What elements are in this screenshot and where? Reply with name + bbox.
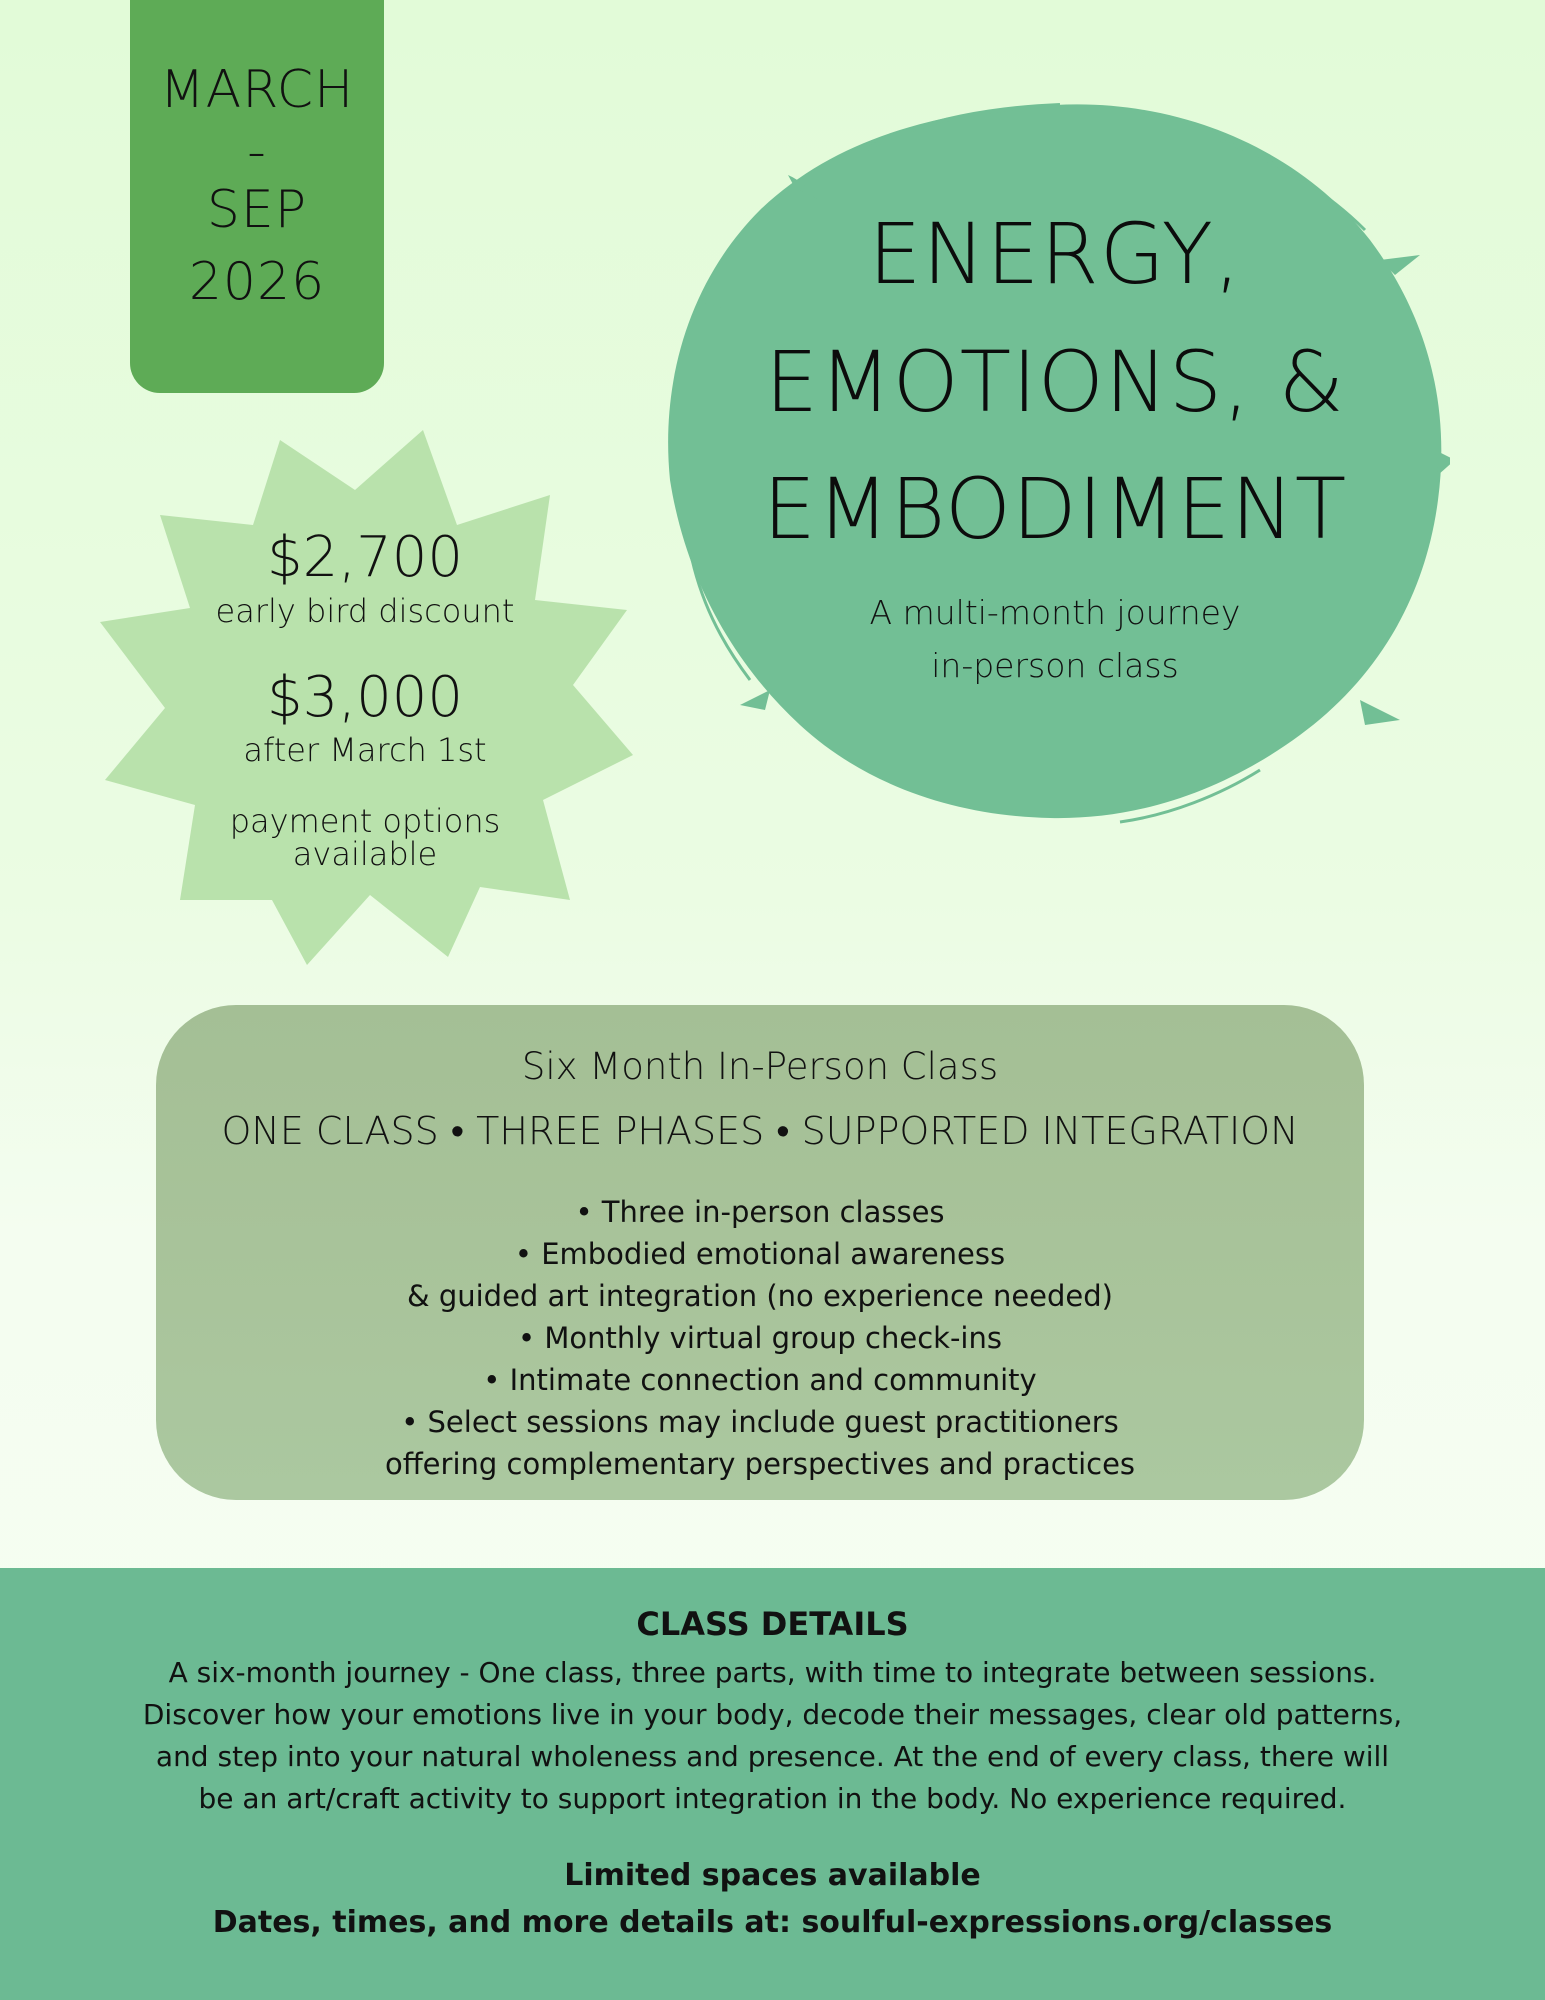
regular-price-label: after March 1st [243,731,487,769]
class-details-heading: CLASS DETAILS [636,1605,909,1643]
brush-circle-shape [660,80,1450,835]
class-info-box [156,1005,1364,1500]
payment-options-line-2: available [292,835,438,873]
early-bird-label: early bird discount [215,592,515,630]
payment-options-line-1: payment options [229,802,501,840]
class-details-body [0,1652,1545,1820]
date-month-start: MARCH [159,60,355,120]
class-details-footer [0,1568,1545,2000]
class-feature-list [156,1191,1364,1485]
hero-title-line-2: EMOTIONS, & [765,333,1345,431]
list-item: • Intimate connection and community [483,1363,1037,1397]
class-info-heading: Six Month In-Person Class [521,1045,999,1088]
class-info-tagline: ONE CLASS • THREE PHASES • SUPPORTED INTEGRATION [221,1109,1299,1153]
hero-subtitle-line-2: in-person class [931,646,1179,685]
early-bird-price: $2,700 [267,525,463,590]
hero-title-line-1: ENERGY, [868,205,1242,303]
date-year: 2026 [188,252,326,312]
hero-subtitle-line-1: A multi-month journey [869,593,1241,632]
class-details-line: Discover how your emotions live in your body, decode their messages, clear old patterns, [142,1698,1403,1731]
limited-spaces-note: Limited spaces available [564,1858,981,1893]
list-item: & guided art integration (no experience needed) [407,1279,1113,1313]
list-item: offering complementary perspectives and practices [384,1447,1136,1481]
class-details-line: A six-month journey - One class, three parts, with time to integrate between sessions. [168,1656,1377,1689]
list-item: • Select sessions may include guest practitioners [401,1405,1119,1439]
date-tab [130,0,384,393]
hero-title-line-3: EMBODIMENT [762,460,1348,558]
regular-price: $3,000 [267,665,463,730]
more-details-link[interactable]: Dates, times, and more details at: soulful-expressions.org/classes [212,1905,1333,1940]
class-details-line: be an art/craft activity to support integration in the body. No experience required. [198,1782,1347,1815]
date-dash: - [247,122,267,182]
class-details-line: and step into your natural wholeness and presence. At the end of every class, there will [155,1740,1390,1773]
list-item: • Three in-person classes [575,1195,945,1229]
hero-circle [660,80,1450,835]
list-item: • Monthly virtual group check-ins [518,1321,1002,1355]
date-month-end: SEP [206,180,308,240]
list-item: • Embodied emotional awareness [514,1237,1006,1271]
price-starburst [95,425,635,970]
